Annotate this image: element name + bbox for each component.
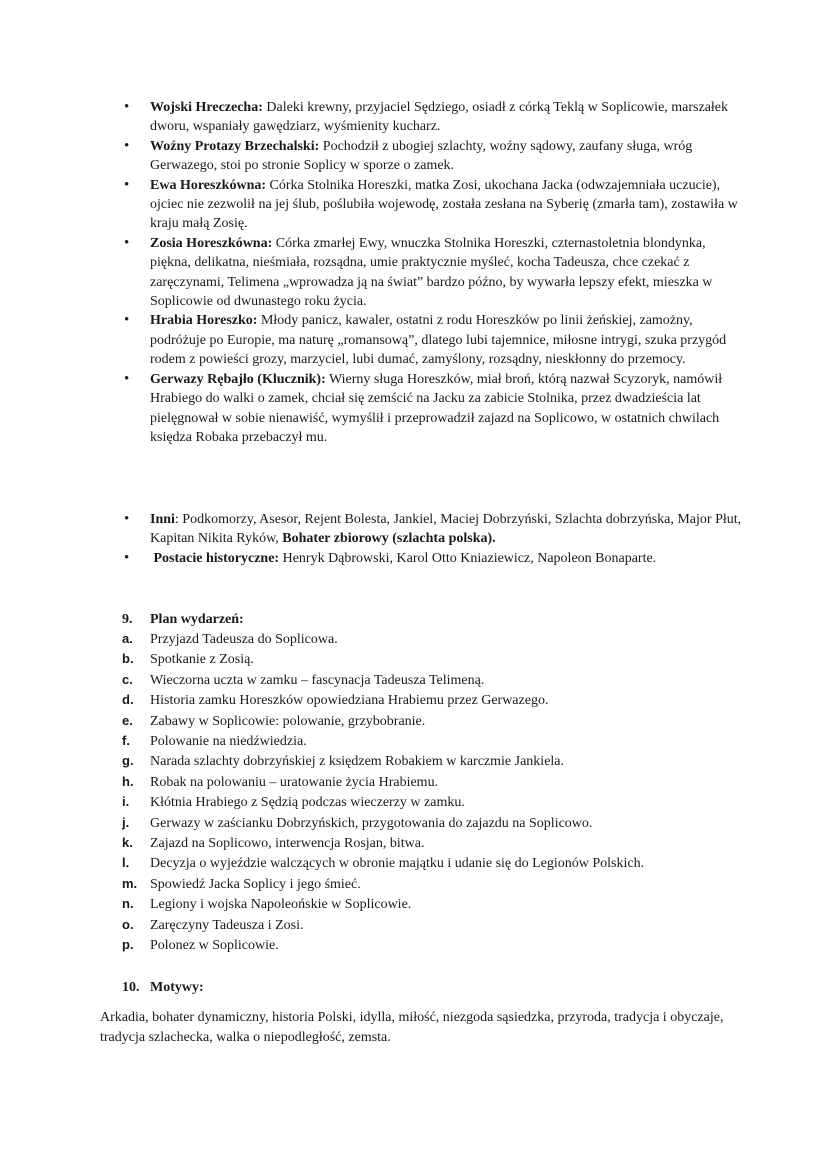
item-text: Legiony i wojska Napoleońskie w Soplicowie. <box>150 897 412 913</box>
list-item <box>122 649 762 669</box>
character-name: Woźny Protazy Brzechalski: <box>150 138 320 154</box>
item-letter: j. <box>122 814 130 830</box>
item-letter: m. <box>122 875 138 891</box>
list-item <box>122 874 762 894</box>
item-text: Zabawy w Soplicowie: polowanie, grzybobranie. <box>150 713 426 729</box>
historical-text: Henryk Dąbrowski, Karol Otto Kniaziewicz, Napoleon Bonaparte. <box>279 550 657 566</box>
section-heading-plan <box>122 610 244 629</box>
others-label: Inni <box>150 512 175 527</box>
item-text: Narada szlachty dobrzyńskiej z księdzem Robakiem w karczmie Jankiela. <box>150 754 565 770</box>
item-letter: f. <box>122 733 130 749</box>
character-name: Zosia Horeszkówna: <box>150 235 273 251</box>
item-letter: h. <box>122 773 134 789</box>
item-text: Polonez w Soplicowie. <box>150 938 279 954</box>
item-text: Gerwazy w zaścianku Dobrzyńskich, przygotowania do zajazdu na Soplicowo. <box>150 815 593 831</box>
section-number: 10. <box>122 980 140 995</box>
list-item <box>122 176 742 234</box>
list-item <box>122 894 762 914</box>
section-title: Plan wydarzeń: <box>150 612 244 627</box>
item-letter: l. <box>122 855 130 871</box>
section-heading-motifs <box>122 978 204 997</box>
item-letter: c. <box>122 671 133 687</box>
historical-label: Postacie historyczne: <box>153 550 280 566</box>
character-name: Gerwazy Rębajło (Klucznik): <box>150 371 326 387</box>
list-item <box>122 510 742 549</box>
other-characters-list <box>122 510 742 568</box>
list-item <box>122 792 762 812</box>
item-text: Zajazd na Soplicowo, interwencja Rosjan, bitwa. <box>150 836 425 852</box>
item-letter: o. <box>122 916 134 932</box>
item-letter: e. <box>122 712 133 728</box>
item-letter: n. <box>122 896 134 912</box>
item-text: Zaręczyny Tadeusza i Zosi. <box>150 917 304 933</box>
list-item <box>122 670 762 690</box>
list-item <box>122 731 762 751</box>
collective-hero: Bohater zbiorowy (szlachta polska). <box>282 531 496 547</box>
item-text: Wieczorna uczta w zamku – fascynacja Tadeusza Telimeną. <box>150 672 485 688</box>
motifs-paragraph: Arkadia, bohater dynamiczny, historia Polski, idylla, miłość, niezgoda sąsiedzka, przyroda, tradycja i obyczaje, tradycja szlachecka, walka o niepodległość, zemsta. <box>100 1010 724 1045</box>
item-text: Kłótnia Hrabiego z Sędzią podczas wieczerzy w zamku. <box>150 795 465 811</box>
section-title: Motywy: <box>150 980 204 995</box>
item-letter: k. <box>122 835 133 851</box>
item-text: Historia zamku Horeszków opowiedziana Hrabiemu przez Gerwazego. <box>150 693 549 709</box>
list-item <box>122 833 762 853</box>
character-description: Córka zmarłej Ewy, wnuczka Stolnika Horeszki, czternastoletnia blondynka, piękna, delikatna, nieśmiała, rozsądna, umie praktycznie myśleć, kocha Tadeusza, chce czekać z zaręczynami, Telimena „wprowadza ją na świat” bardzo późno, by wywarła lepszy efekt, mieszka w Soplicowie od dwunastego roku życia. <box>150 235 713 310</box>
item-text: Robak na polowaniu – uratowanie życia Hrabiemu. <box>150 774 439 790</box>
character-description: Wierny sługa Horeszków, miał broń, którą nazwał Scyzoryk, namówił Hrabiego do walki o zamek, chciał się zemścić na Jacku za zabicie Stolnika, przez dwadzieścia lat pielęgnował w sobie nienawiść, wymyślił i przeprowadził zajazd na Soplicowo, w ostatnich chwilach księdza Robaka przebaczył mu. <box>150 371 723 445</box>
list-item <box>122 711 762 731</box>
list-item <box>122 234 742 312</box>
item-letter: g. <box>122 753 134 769</box>
item-text: Polowanie na niedźwiedzia. <box>150 734 307 750</box>
item-text: Spowiedź Jacka Soplicy i jego śmieć. <box>150 876 361 892</box>
item-text: Spotkanie z Zosią. <box>150 652 254 668</box>
character-name: Hrabia Horeszko: <box>150 313 258 329</box>
list-item <box>122 915 762 935</box>
list-item <box>122 311 742 369</box>
others-text: : Podkomorzy, Asesor, Rejent Bolesta, Jankiel, Maciej Dobrzyński, Szlachta dobrzyńska, Major Płut, Kapitan Nikita Ryków, <box>150 512 742 547</box>
section-number: 9. <box>122 612 133 627</box>
item-text: Przyjazd Tadeusza do Soplicowa. <box>150 632 338 647</box>
character-name: Ewa Horeszkówna: <box>150 177 267 193</box>
list-item <box>122 772 762 792</box>
character-description: Młody panicz, kawaler, ostatni z rodu Horeszków po linii żeńskiej, zamożny, podróżuje po Europie, ma naturę „romansową”, dlatego lubi tajemnice, miłosne intrygi, szuka przygód rodem z powieści grozy, marzyciel, lubi dumać, zamyślony, rozsądny, nieskłonny do przemocy. <box>150 313 727 368</box>
list-item <box>122 370 742 448</box>
list-item <box>122 629 762 649</box>
item-letter: a. <box>122 631 133 646</box>
list-item <box>122 98 742 137</box>
character-description: Pochodził z ubogiej szlachty, woźny sądowy, zaufany sługa, wróg Gerwazego, stoi po stronie Soplicy w sporze o zamek. <box>150 138 693 174</box>
item-letter: b. <box>122 651 134 667</box>
list-item <box>122 751 762 771</box>
item-letter: p. <box>122 937 134 953</box>
list-item <box>122 935 762 955</box>
list-item <box>122 813 762 833</box>
list-item <box>122 137 742 176</box>
events-plan-list <box>122 629 762 956</box>
list-item <box>122 549 742 568</box>
list-item <box>122 853 762 873</box>
character-description: Daleki krewny, przyjaciel Sędziego, osiadł z córką Teklą w Soplicowie, marszałek dworu, wspaniały gawędziarz, wyśmienity kucharz. <box>150 100 729 135</box>
item-letter: i. <box>122 794 130 810</box>
item-letter: d. <box>122 692 134 708</box>
character-list <box>122 98 742 447</box>
character-description: Córka Stolnika Horeszki, matka Zosi, ukochana Jacka (odwzajemniała uczucie), ojciec nie zezwolił na jej ślub, poślubiła wojewodę, została zesłana na Syberię (zmarła tam), zostawiła w kraju małą Zosię. <box>150 177 738 232</box>
list-item <box>122 690 762 710</box>
item-text: Decyzja o wyjeździe walczących w obronie majątku i udanie się do Legionów Polskich. <box>150 856 645 872</box>
character-name: Wojski Hreczecha: <box>150 100 263 115</box>
